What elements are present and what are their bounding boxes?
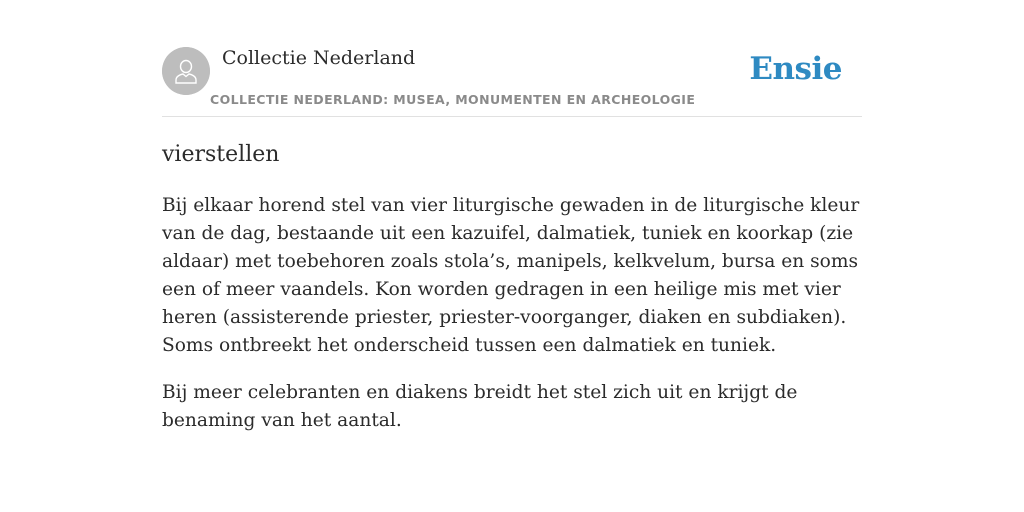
definition-paragraph: Bij meer celebranten en diakens breidt het stel zich uit en krijgt de benaming van het aantal. <box>162 382 798 431</box>
source-label[interactable]: COLLECTIE NEDERLAND: MUSEA, MONUMENTEN EN ARCHEOLOGIE <box>210 92 696 107</box>
entry-definition <box>162 192 862 454</box>
entry-term: vierstellen <box>162 142 280 167</box>
entry-card <box>162 0 862 431</box>
user-avatar-icon[interactable] <box>162 47 210 95</box>
definition-paragraph: Bij elkaar horend stel van vier liturgische gewaden in de liturgische kleur van de dag, bestaande uit een kazuifel, dalmatiek, tuniek en koorkap (zie aldaar) met toebehoren zoals stola’s, manipels, kelkvelum, bursa en soms een of meer vaandels. Kon worden gedragen in een heilige mis met vier heren (assisterende priester, priester-voorganger, diaken en subdiaken). Soms ontbreekt het onderscheid tussen een dalmatiek en tuniek. <box>162 195 860 356</box>
entry-header <box>162 0 862 117</box>
user-silhouette-icon <box>162 47 210 95</box>
brand-logo[interactable]: Ensie <box>749 51 842 87</box>
author-name[interactable]: Collectie Nederland <box>222 47 416 69</box>
